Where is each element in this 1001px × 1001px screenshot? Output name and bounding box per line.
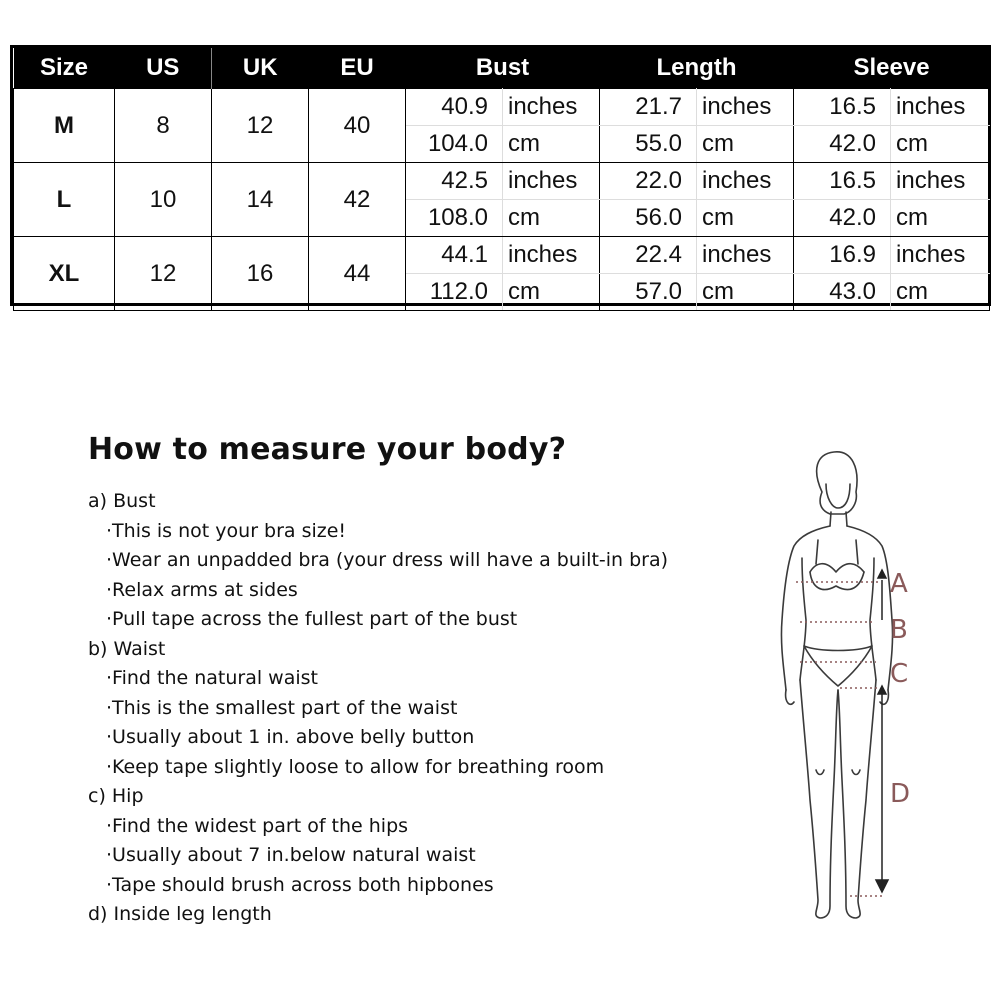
unit-inches: inches — [697, 163, 794, 200]
sleeve-inches-value: 16.5 — [794, 89, 891, 126]
uk-value: 12 — [212, 89, 309, 163]
length-cm-value: 57.0 — [600, 274, 697, 311]
tip-item: ·Relax arms at sides — [106, 578, 298, 601]
marker-a: A — [890, 569, 908, 599]
arrow-head-icon — [878, 686, 886, 694]
tip-item: ·This is the smallest part of the waist — [106, 696, 458, 719]
uk-value: 14 — [212, 163, 309, 237]
tip-item: ·Wear an unpadded bra (your dress will have a built-in bra) — [106, 549, 669, 571]
tip-item: ·Tape should brush across both hipbones — [106, 873, 494, 896]
section-title: c) Hip — [88, 785, 144, 807]
us-value: 10 — [115, 163, 212, 237]
tip-item: ·Find the widest part of the hips — [106, 814, 409, 837]
sleeve-cm-value: 42.0 — [794, 126, 891, 163]
unit-inches: inches — [891, 163, 990, 200]
length-inches-value: 22.0 — [600, 163, 697, 200]
header-bust: Bust — [406, 48, 600, 89]
unit-inches: inches — [503, 89, 600, 126]
unit-inches: inches — [503, 163, 600, 200]
eu-value: 40 — [309, 89, 406, 163]
header-length: Length — [600, 48, 794, 89]
marker-b: B — [890, 615, 908, 645]
guide-title: How to measure your body? — [88, 432, 567, 467]
us-value: 8 — [115, 89, 212, 163]
section-title: d) Inside leg length — [88, 903, 272, 925]
unit-cm: cm — [503, 126, 600, 163]
unit-cm: cm — [697, 126, 794, 163]
marker-d: D — [890, 779, 911, 809]
length-inches-value: 21.7 — [600, 89, 697, 126]
sleeve-cm-value: 42.0 — [794, 200, 891, 237]
sleeve-cm-value: 43.0 — [794, 274, 891, 311]
tip-item: ·Pull tape across the fullest part of the bust — [106, 608, 518, 630]
unit-cm: cm — [697, 274, 794, 311]
section-title: b) Waist — [88, 637, 166, 660]
unit-inches: inches — [891, 89, 990, 126]
unit-cm: cm — [697, 200, 794, 237]
length-cm-value: 56.0 — [600, 200, 697, 237]
header-us: US — [115, 48, 212, 89]
table-row — [14, 237, 990, 274]
unit-cm: cm — [503, 200, 600, 237]
body-measurement-figure — [760, 440, 1000, 940]
unit-inches: inches — [697, 237, 794, 274]
section-hip — [88, 782, 788, 900]
section-inside-leg — [88, 900, 788, 930]
us-value: 12 — [115, 237, 212, 311]
header-sleeve: Sleeve — [794, 48, 990, 89]
bust-inches-value: 40.9 — [406, 89, 503, 126]
table-row — [14, 89, 990, 126]
uk-value: 16 — [212, 237, 309, 311]
bust-cm-value: 112.0 — [406, 274, 503, 311]
bust-inches-value: 42.5 — [406, 163, 503, 200]
unit-cm: cm — [503, 274, 600, 311]
unit-cm: cm — [891, 126, 990, 163]
tip-item: ·This is not your bra size! — [106, 519, 347, 542]
bust-inches-value: 44.1 — [406, 237, 503, 274]
sleeve-inches-value: 16.9 — [794, 237, 891, 274]
unit-cm: cm — [891, 200, 990, 237]
unit-inches: inches — [891, 237, 990, 274]
size-chart-table — [10, 45, 991, 306]
eu-value: 42 — [309, 163, 406, 237]
tip-item: ·Find the natural waist — [106, 667, 318, 689]
section-title: a) Bust — [88, 490, 156, 512]
header-size: Size — [14, 48, 115, 89]
bust-cm-value: 104.0 — [406, 126, 503, 163]
unit-cm: cm — [891, 274, 990, 311]
length-inches-value: 22.4 — [600, 237, 697, 274]
length-cm-value: 55.0 — [600, 126, 697, 163]
header-uk: UK — [212, 48, 309, 89]
size-value: XL — [14, 237, 115, 311]
tip-item: ·Usually about 7 in.below natural waist — [106, 844, 476, 866]
header-eu: EU — [309, 48, 406, 89]
size-value: L — [14, 163, 115, 237]
section-waist — [88, 635, 788, 783]
measuring-guide — [88, 432, 788, 930]
eu-value: 44 — [309, 237, 406, 311]
arrow-head-icon — [878, 570, 886, 578]
table-row — [14, 163, 990, 200]
size-value: M — [14, 89, 115, 163]
tip-item: ·Keep tape slightly loose to allow for breathing room — [106, 755, 605, 778]
section-bust — [88, 487, 788, 635]
body-outline-illustration — [760, 440, 1000, 940]
header-row — [14, 48, 990, 89]
marker-c: C — [890, 659, 909, 689]
unit-inches: inches — [697, 89, 794, 126]
arrow-head-icon — [876, 880, 888, 892]
bust-cm-value: 108.0 — [406, 200, 503, 237]
tip-item: ·Usually about 1 in. above belly button — [106, 726, 475, 748]
unit-inches: inches — [503, 237, 600, 274]
sleeve-inches-value: 16.5 — [794, 163, 891, 200]
